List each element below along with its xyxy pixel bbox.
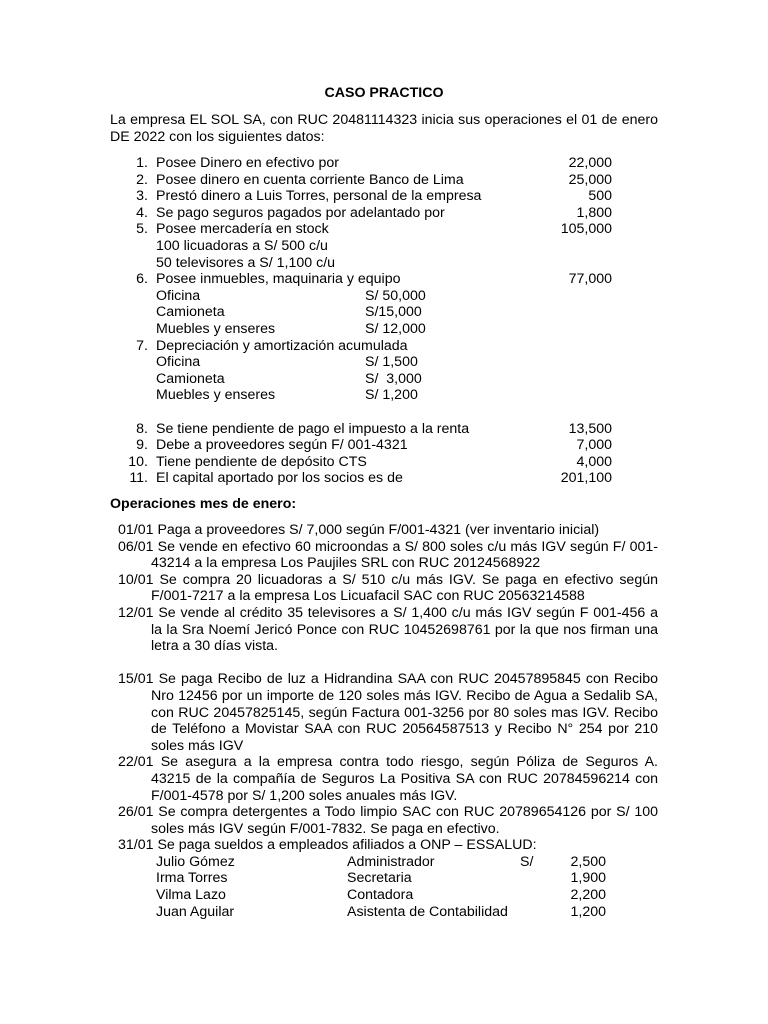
staff-name: Vilma Lazo [156,887,226,904]
item-number: 8. [136,420,148,437]
item-number: 3. [136,188,148,205]
depreciation-detail-line [110,371,658,388]
staff-role: Administrador [347,853,435,870]
item-text: Se pago seguros pagados por adelantado por [156,204,445,221]
item-amount: 22,000 [568,155,612,171]
intro-paragraph: La empresa EL SOL SA, con RUC 20481114323 inicia sus operaciones el 01 de enero DE 2022 con los siguientes datos: [110,112,658,145]
operation-entry: 01/01 Paga a proveedores S/ 7,000 según F/001-4321 (ver inventario inicial) [118,522,600,538]
staff-row [118,887,658,904]
operation-entry: 12/01 Se vende al crédito 35 televisores a S/ 1,400 c/u más IGV según F 001-456 a la la Sra Noemí Jericó Ponce con RUC 10452698761 por la que nos firman una letra a 30 días vista. [118,604,658,655]
item-text: Posee dinero en cuenta corriente Banco de Lima [156,171,464,188]
item-text: Se tiene pendiente de pago el impuesto a la renta [156,420,470,437]
list-item [110,437,658,454]
operation-entry: 26/01 Se compra detergentes a Todo limpio SAC con RUC 20789654126 por S/ 100 soles más IGV según F/001-7832. Se paga en efectivo. [118,804,658,837]
initial-data-list [110,155,658,487]
list-item [110,470,658,487]
item-text: Posee Dinero en efectivo por [156,155,339,171]
spacer [110,404,658,421]
stock-detail-text: 100 licuadoras a S/ 500 c/u [156,237,328,254]
list-item [110,271,658,288]
list-item [110,188,658,205]
item-text: Prestó dinero a Luis Torres, personal de la empresa [156,188,482,205]
stock-detail-text: 50 televisores a S/ 1,100 c/u [156,254,336,271]
staff-amount: 1,900 [570,870,606,887]
staff-name: Irma Torres [156,870,228,887]
item-text: El capital aportado por los socios es de [156,470,403,487]
depreciation-label: Oficina [156,354,201,371]
stock-detail-line [110,255,658,272]
depreciation-value: S/ 3,000 [365,370,422,387]
list-item [110,172,658,189]
item-text: Posee mercadería en stock [156,221,329,238]
item-amount: 25,000 [568,171,612,188]
operations-heading: Operaciones mes de enero: [110,496,297,512]
item-text: Tiene pendiente de depósito CTS [156,453,367,470]
item-number: 5. [136,221,148,238]
item-number: 11. [129,470,148,487]
staff-row [118,870,658,887]
item-number: 1. [136,155,148,171]
depreciation-value: S/ 1,500 [365,354,418,371]
stock-detail-line [110,238,658,255]
asset-label: Muebles y enseres [156,320,276,337]
list-item [110,205,658,222]
item-number: 2. [136,171,148,188]
spacer [118,655,658,672]
asset-value: S/ 12,000 [365,320,426,337]
staff-amount: 2,500 [570,853,606,870]
item-text: Depreciación y amortización acumulada [156,337,408,354]
asset-detail-line [110,321,658,338]
asset-label: Camioneta [156,304,225,321]
operation-entry: 10/01 Se compra 20 licuadoras a S/ 510 c/u más IGV. Se paga en efectivo según F/001-7217 a la empresa Los Licuafacil SAC con RUC 20563214588 [118,571,658,605]
asset-value: S/ 50,000 [365,287,426,304]
staff-role: Contadora [347,887,414,904]
depreciation-label: Muebles y enseres [156,387,276,404]
staff-currency: S/ [520,853,534,870]
operation-entry: 31/01 Se paga sueldos a empleados afiliados a ONP – ESSALUD: [118,837,537,854]
list-item [110,221,658,238]
item-amount: 105,000 [560,221,612,238]
depreciation-detail-line [110,354,658,371]
staff-row [118,904,658,921]
item-number: 4. [136,204,148,221]
operations-list [118,522,658,920]
page-title: CASO PRACTICO [324,85,444,101]
staff-amount: 1,200 [570,903,606,920]
staff-role: Asistenta de Contabilidad [347,903,508,920]
item-amount: 1,800 [576,204,612,221]
list-item [110,421,658,438]
staff-row [118,854,658,871]
item-text: Debe a proveedores según F/ 001-4321 [156,437,408,454]
item-number: 7. [136,337,148,354]
asset-value: S/15,000 [365,304,422,321]
item-amount: 7,000 [576,437,612,454]
staff-amount: 2,200 [570,887,606,904]
depreciation-detail-line [110,387,658,404]
asset-label: Oficina [156,287,201,304]
asset-detail-line [110,304,658,321]
staff-name: Julio Gómez [156,853,235,870]
item-amount: 500 [588,188,612,205]
item-text: Posee inmuebles, maquinaria y equipo [156,271,401,288]
item-number: 6. [136,271,148,288]
item-amount: 4,000 [576,453,612,470]
staff-name: Juan Aguilar [156,903,235,920]
item-number: 9. [136,437,148,454]
asset-detail-line [110,288,658,305]
staff-role: Secretaria [347,870,412,887]
item-amount: 13,500 [568,420,612,437]
list-item [110,454,658,471]
depreciation-value: S/ 1,200 [365,387,418,404]
depreciation-label: Camioneta [156,370,225,387]
operation-entry: 15/01 Se paga Recibo de luz a Hidrandina SAA con RUC 20457895845 con Recibo Nro 12456 por un importe de 120 soles más IGV. Recibo de Agua a Sedalib SA, con RUC 20457825145, según Factura 001-3256 por 80 soles mas IGV. Recibo de Teléfono a Movistar SAA con RUC 20564587513 y Recibo N° 254 por 210 soles más IGV [118,671,658,754]
item-amount: 201,100 [560,470,612,487]
operation-entry: 06/01 Se vende en efectivo 60 microondas a S/ 800 soles c/u más IGV según F/ 001-43214 a la empresa Los Paujiles SRL con RUC 20124568922 [118,538,658,572]
operation-entry: 22/01 Se asegura a la empresa contra todo riesgo, según Póliza de Seguros A. 43215 de la compañía de Seguros La Positiva SA con RUC 20784596214 con F/001-4578 por S/ 1,200 soles anuales más IGV. [118,754,658,804]
list-item [110,338,658,355]
item-number: 10. [128,453,148,470]
item-amount: 77,000 [568,271,612,288]
list-item [110,155,658,172]
